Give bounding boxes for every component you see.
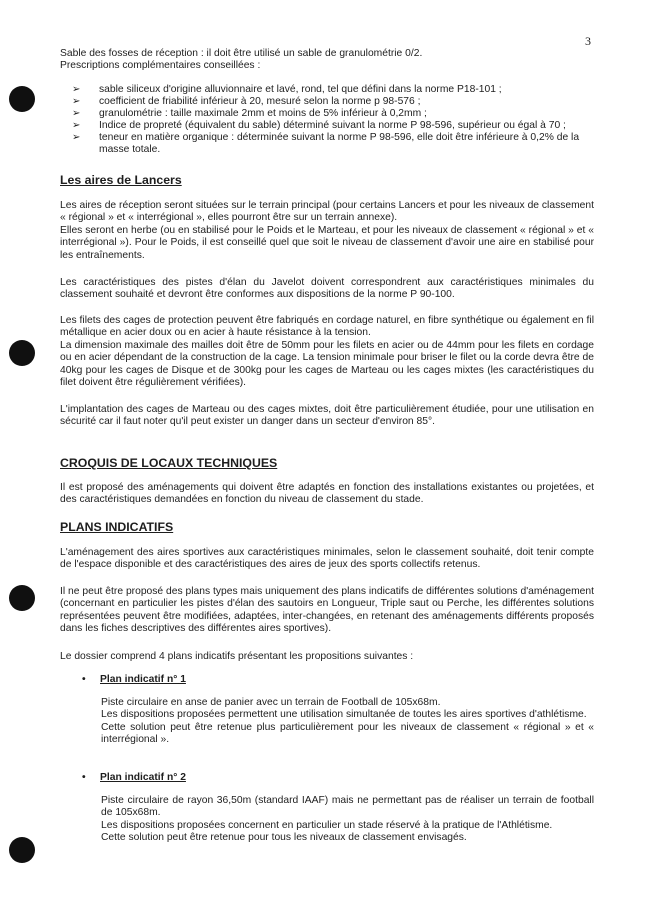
bullet-dot-icon: • (82, 674, 86, 685)
arrow-bullet-icon: ➢ (72, 95, 81, 107)
lancers-paragraph-4: L'implantation des cages de Marteau ou des cages mixtes, doit être particulièrement étudiée, pour une utilisation en sécurité car il faut noter qu'il peut exister un danger dans un secteur d'environ 85°. (60, 404, 594, 428)
lancers-paragraph-1: Les aires de réception seront situées sur le terrain principal (pour certains Lancers et pour les niveaux de classement « régional » et « interrégional », elles pourront être sur un terrain annexe). Elles seront en herbe (ou en stabilisé pour le Poids et le Marteau, et pour les niveaux de classement « régional » et « interrégional »). Pour le Poids, il est conseillé quel que soit le niveau de classement d'avoir une aire en stabilisé pour les entraînements. (60, 200, 594, 261)
plans-paragraph-1: L'aménagement des aires sportives aux caractéristiques minimales, selon le classement souhaité, doit tenir compte de l'espace disponible et des caractéristiques des aires de jeux des sports collectifs retenus. (60, 547, 594, 571)
lancers-paragraph-2: Les caractéristiques des pistes d'élan du Javelot doivent correspondrent aux caractéristiques minimales du classement souhaité et devront être conformes aux dispositions de la norme P 90-100. (60, 277, 594, 301)
list-item: ➢ Indice de propreté (équivalent du sable) déterminé suivant la norme P 98-596, supérieur ou égal à 70 ; (72, 119, 566, 131)
section-heading-lancers: Les aires de Lancers (60, 173, 182, 187)
prescriptions-list (72, 84, 594, 155)
plan-1-title: • Plan indicatif n° 1 (82, 674, 186, 685)
intro-line: Prescriptions complémentaires conseillées : (60, 60, 261, 72)
plans-paragraph-3: Le dossier comprend 4 plans indicatifs présentant les propositions suivantes : (60, 651, 414, 662)
arrow-bullet-icon: ➢ (72, 119, 81, 131)
plans-paragraph-2: Il ne peut être proposé des plans types mais uniquement des plans indicatifs de différentes solutions d'aménagement (concernant en particulier les pistes d'élan des sautoirs en Longueur, Triple saut ou Perche, les différentes solutions représentées peuvent être modifiées, adaptées, inter-changées, en retenant des aménagements différents proposés dans les fiches descriptives des différentes aires sportives). (60, 586, 594, 635)
arrow-bullet-icon: ➢ (72, 107, 81, 119)
bullet-dot-icon: • (82, 772, 86, 783)
intro-block (60, 48, 594, 73)
section-heading-croquis: CROQUIS DE LOCAUX TECHNIQUES (60, 456, 278, 470)
croquis-paragraph: Il est proposé des aménagements qui doivent être adaptés en fonction des installations existantes ou projetées, et des caractéristiques demandées en fonction du niveau de classement du stade. (60, 482, 594, 506)
arrow-bullet-icon: ➢ (72, 131, 81, 143)
punch-hole-4 (9, 837, 35, 863)
list-item: ➢ granulométrie : taille maximale 2mm et moins de 5% inférieur à 0,2mm ; (72, 107, 427, 119)
list-item: ➢ sable siliceux d'origine alluvionnaire et lavé, rond, tel que défini dans la norme P18-101 ; (72, 84, 502, 95)
plan-2-body: Piste circulaire de rayon 36,50m (standard IAAF) mais ne permettant pas de réaliser un terrain de football de 105x68m. Les dispositions proposées concernent en particulier un stade réservé à la pratique de l'Athlétisme. Cette solution peut être retenue pour tous les niveaux de classement envisagés. (101, 795, 594, 844)
list-item: ➢ coefficient de friabilité inférieur à 20, mesuré selon la norme p 98-576 ; (72, 95, 421, 107)
punch-hole-1 (9, 86, 35, 112)
plan-2-title: • Plan indicatif n° 2 (82, 772, 186, 783)
punch-hole-3 (9, 585, 35, 611)
section-heading-plans: PLANS INDICATIFS (60, 520, 174, 534)
lancers-paragraph-3: Les filets des cages de protection peuvent être fabriqués en cordage naturel, en fibre synthétique ou également en fil métallique en acier doux ou en acier à haute résistance à la tension. La dimension maximale des mailles doit être de 50mm pour les filets en acier ou de 44mm pour les filets en cordage ou en acier dépendant de la construction de la cage. La tension minimale pour briser le filet ou la corde devra être de 40kg pour les cages de Disque et de 300kg pour les cages de Marteau ou les cages mixtes (les caractéristiques du filet doivent être régulièrement vérifiées). (60, 315, 594, 389)
page-number: 3 (585, 34, 591, 48)
arrow-bullet-icon: ➢ (72, 84, 81, 95)
list-item: ➢ teneur en matière organique : déterminée suivant la norme P 98-596, elle doit être inférieure à 0,2% de la masse totale. (72, 131, 580, 155)
plan-1-body: Piste circulaire en anse de panier avec un terrain de Football de 105x68m. Les dispositions proposées permettent une utilisation simultanée de toutes les aires sportives d'athlétisme. Cette solution peut être retenue plus particulièrement pour les niveaux de classement « régional » et « interrégional ». (101, 697, 594, 746)
punch-hole-2 (9, 340, 35, 366)
intro-line: Sable des fosses de réception : il doit être utilisé un sable de granulométrie 0/2. (60, 48, 423, 59)
